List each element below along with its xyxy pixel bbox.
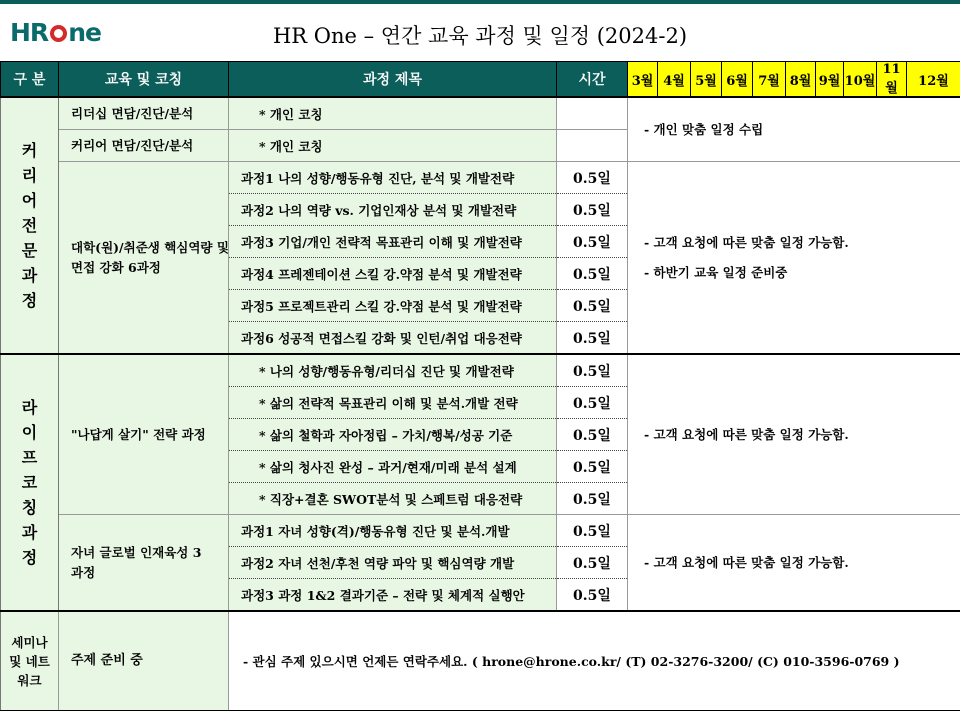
col-month: 7월	[753, 62, 786, 98]
logo-text-ne: ne	[68, 18, 101, 47]
category-life-label: 라이프코칭과정	[21, 398, 38, 567]
col-month: 8월	[786, 62, 816, 98]
category-career	[1, 97, 59, 354]
course-cell: 커리어 면담/진단/분석	[59, 130, 229, 162]
col-month: 10월	[844, 62, 877, 98]
col-course: 교육 및 코칭	[59, 62, 229, 98]
content-cell: 과정2 나의 역량 vs. 기업인재상 분석 및 개발전략	[229, 194, 557, 226]
content-cell: * 직장+결혼 SWOT분석 및 스페트럼 대응전략	[229, 483, 557, 515]
header-row	[1, 62, 960, 98]
schedule-table	[0, 61, 960, 711]
col-month: 6월	[722, 62, 753, 98]
content-cell: * 개인 코칭	[229, 130, 557, 162]
note-cell	[628, 97, 960, 162]
content-cell: * 삶의 청사진 완성 – 과거/현재/미래 분석 설계	[229, 451, 557, 483]
category-seminar-label: 세미나 및 네트워크	[9, 634, 50, 688]
time-cell: 0.5일	[557, 515, 628, 547]
col-time: 시간	[557, 62, 628, 98]
content-cell: * 개인 코칭	[229, 97, 557, 130]
time-cell: 0.5일	[557, 162, 628, 194]
col-category: 구 분	[1, 62, 59, 98]
note-text: - 고객 요청에 따른 맞춤 일정 가능함.	[644, 234, 849, 250]
content-cell: * 삶의 전략적 목표관리 이해 및 분석.개발 전략	[229, 387, 557, 419]
course-cell: 리더십 면담/진단/분석	[59, 97, 229, 130]
course-cell	[59, 162, 229, 355]
content-cell: * 삶의 철학과 자아정립 – 가치/행복/성공 기준	[229, 419, 557, 451]
time-cell	[557, 97, 628, 130]
course-cell: 주제 준비 중	[59, 611, 229, 711]
course-label: 대학(원)/취준생 핵심역량 및 면접 강화 6과정	[71, 239, 229, 275]
category-career-label: 커리어전문과정	[21, 141, 38, 310]
content-cell: 과정6 성공적 면접스킬 강화 및 인턴/취업 대응전략	[229, 322, 557, 355]
time-cell: 0.5일	[557, 387, 628, 419]
col-month: 5월	[691, 62, 722, 98]
note-cell	[628, 515, 960, 612]
content-cell: 과정4 프레젠테이션 스킬 강.약점 분석 및 개발전략	[229, 258, 557, 290]
time-cell	[557, 130, 628, 162]
seminar-note: - 관심 주제 있으시면 언제든 연락주세요. ( hrone@hrone.co.kr/ (T) 02-3276-3200/ (C) 010-3596-0769 )	[229, 611, 960, 711]
category-life	[1, 354, 59, 611]
col-month: 9월	[816, 62, 844, 98]
course-cell	[59, 515, 229, 612]
course-label: 자녀 글로벌 인재육성 3과정	[71, 544, 202, 580]
time-cell: 0.5일	[557, 194, 628, 226]
content-cell: 과정3 기업/개인 전략적 목표관리 이해 및 개발전략	[229, 226, 557, 258]
content-cell: 과정1 나의 성향/행동유형 진단, 분석 및 개발전략	[229, 162, 557, 194]
note-text: - 고객 요청에 따른 맞춤 일정 가능함.	[644, 426, 849, 442]
content-cell: 과정5 프로젝트관리 스킬 강.약점 분석 및 개발전략	[229, 290, 557, 322]
col-month: 3월	[628, 62, 658, 98]
note-text: - 하반기 교육 일정 준비중	[644, 264, 788, 280]
time-cell: 0.5일	[557, 483, 628, 515]
page-title: HR One – 연간 교육 과정 및 일정 (2024-2)	[272, 24, 688, 48]
table-row	[1, 354, 960, 387]
time-cell: 0.5일	[557, 547, 628, 579]
time-cell: 0.5일	[557, 579, 628, 612]
time-cell: 0.5일	[557, 258, 628, 290]
content-cell: 과정1 자녀 성향(격)/행동유형 진단 및 분석.개발	[229, 515, 557, 547]
table-row	[1, 97, 960, 130]
col-month: 11월	[877, 62, 907, 98]
course-cell: "나답게 살기" 전략 과정	[59, 354, 229, 515]
col-month: 12월	[907, 62, 960, 98]
category-seminar	[1, 611, 59, 711]
top-bar	[0, 0, 960, 4]
time-cell: 0.5일	[557, 354, 628, 387]
note-text: - 개인 맞춤 일정 수립	[644, 121, 764, 137]
logo-text-hr: HR	[10, 18, 49, 47]
table-row	[1, 162, 960, 194]
time-cell: 0.5일	[557, 419, 628, 451]
table-row	[1, 515, 960, 547]
note-cell	[628, 162, 960, 355]
time-cell: 0.5일	[557, 226, 628, 258]
content-cell: 과정2 자녀 선천/후천 역량 파악 및 핵심역량 개발	[229, 547, 557, 579]
time-cell: 0.5일	[557, 451, 628, 483]
note-cell	[628, 354, 960, 515]
col-month: 4월	[658, 62, 691, 98]
content-cell: 과정3 과정 1&2 결과기준 – 전략 및 체계적 실행안	[229, 579, 557, 612]
col-content: 과정 제목	[229, 62, 557, 98]
content-cell: * 나의 성향/행동유형/리더십 진단 및 개발전략	[229, 354, 557, 387]
time-cell: 0.5일	[557, 322, 628, 355]
note-text: - 고객 요청에 따른 맞춤 일정 가능함.	[644, 554, 849, 570]
time-cell: 0.5일	[557, 290, 628, 322]
table-row	[1, 611, 960, 711]
